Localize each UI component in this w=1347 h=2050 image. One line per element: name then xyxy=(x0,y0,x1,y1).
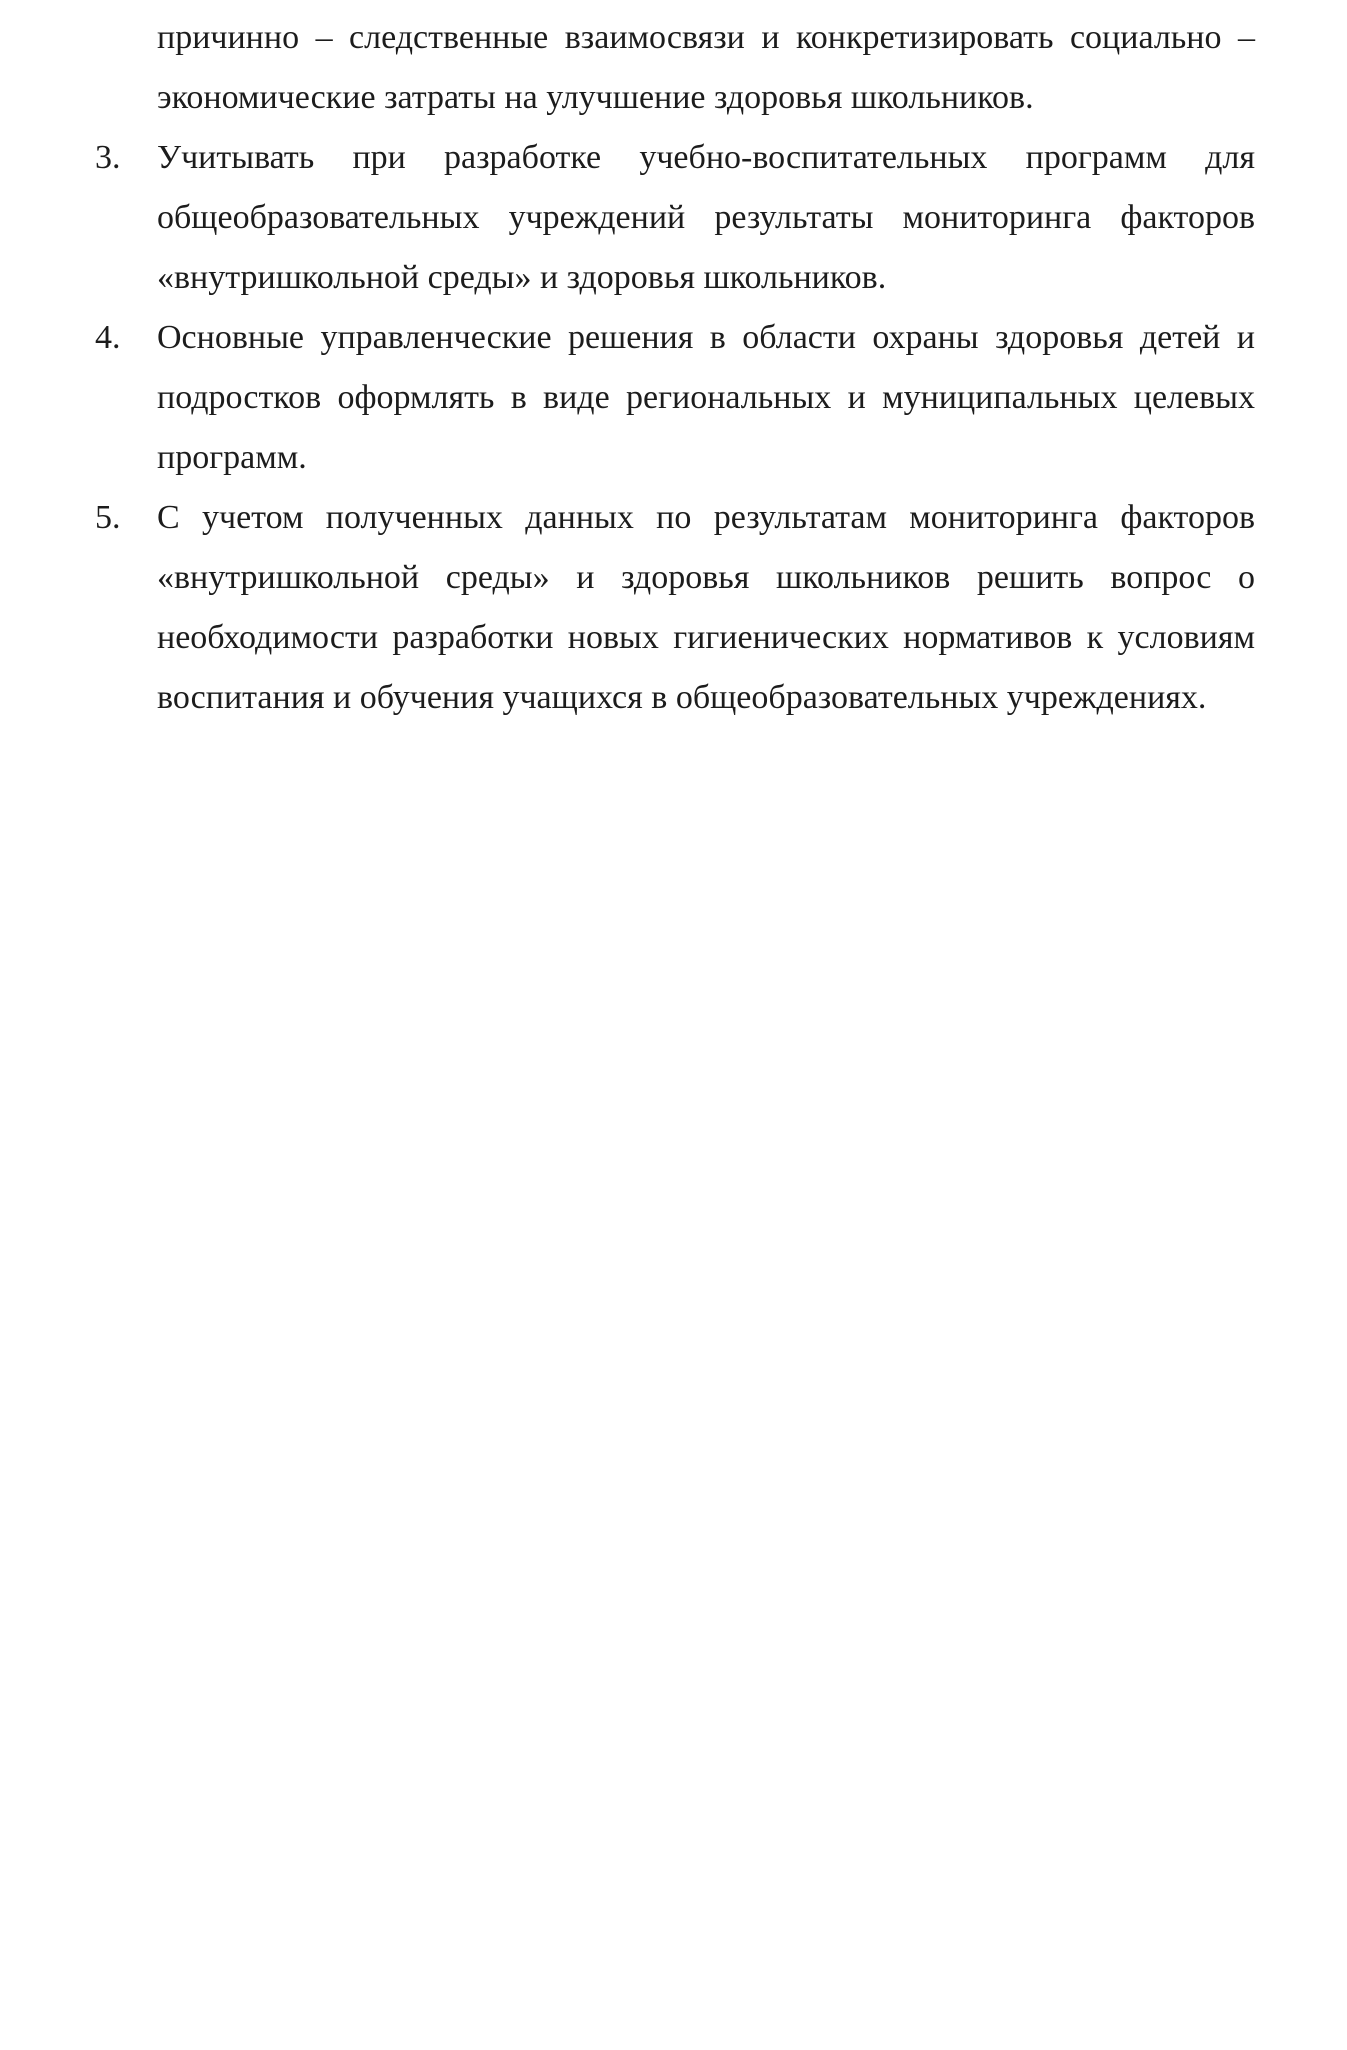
list-item-5 xyxy=(95,488,1255,728)
list-item-text: Учитывать при разработке учебно-воспитательных программ для общеобразовательных учреждений результаты мониторинга факторов «внутришкольной среды» и здоровья школьников. xyxy=(157,139,1255,296)
list-item-text: причинно – следственные взаимосвязи и конкретизировать социально – экономические затраты на улучшение здоровья школьников. xyxy=(157,19,1255,116)
list-item-number: 5. xyxy=(95,499,121,536)
list-item-4 xyxy=(95,308,1255,488)
list-item-text: Основные управленческие решения в области охраны здоровья детей и подростков оформлять в виде региональных и муниципальных целевых программ. xyxy=(157,319,1255,476)
list-item-text: С учетом полученных данных по результатам мониторинга факторов «внутришкольной среды» и здоровья школьников решить вопрос о необходимости разработки новых гигиенических нормативов к условиям воспитания и обучения учащихся в общеобразовательных учреждениях. xyxy=(157,499,1255,716)
numbered-list xyxy=(95,8,1255,728)
list-item-number: 3. xyxy=(95,139,121,176)
list-item-number: 4. xyxy=(95,319,121,356)
list-item-continuation xyxy=(95,8,1255,128)
list-item-3 xyxy=(95,128,1255,308)
